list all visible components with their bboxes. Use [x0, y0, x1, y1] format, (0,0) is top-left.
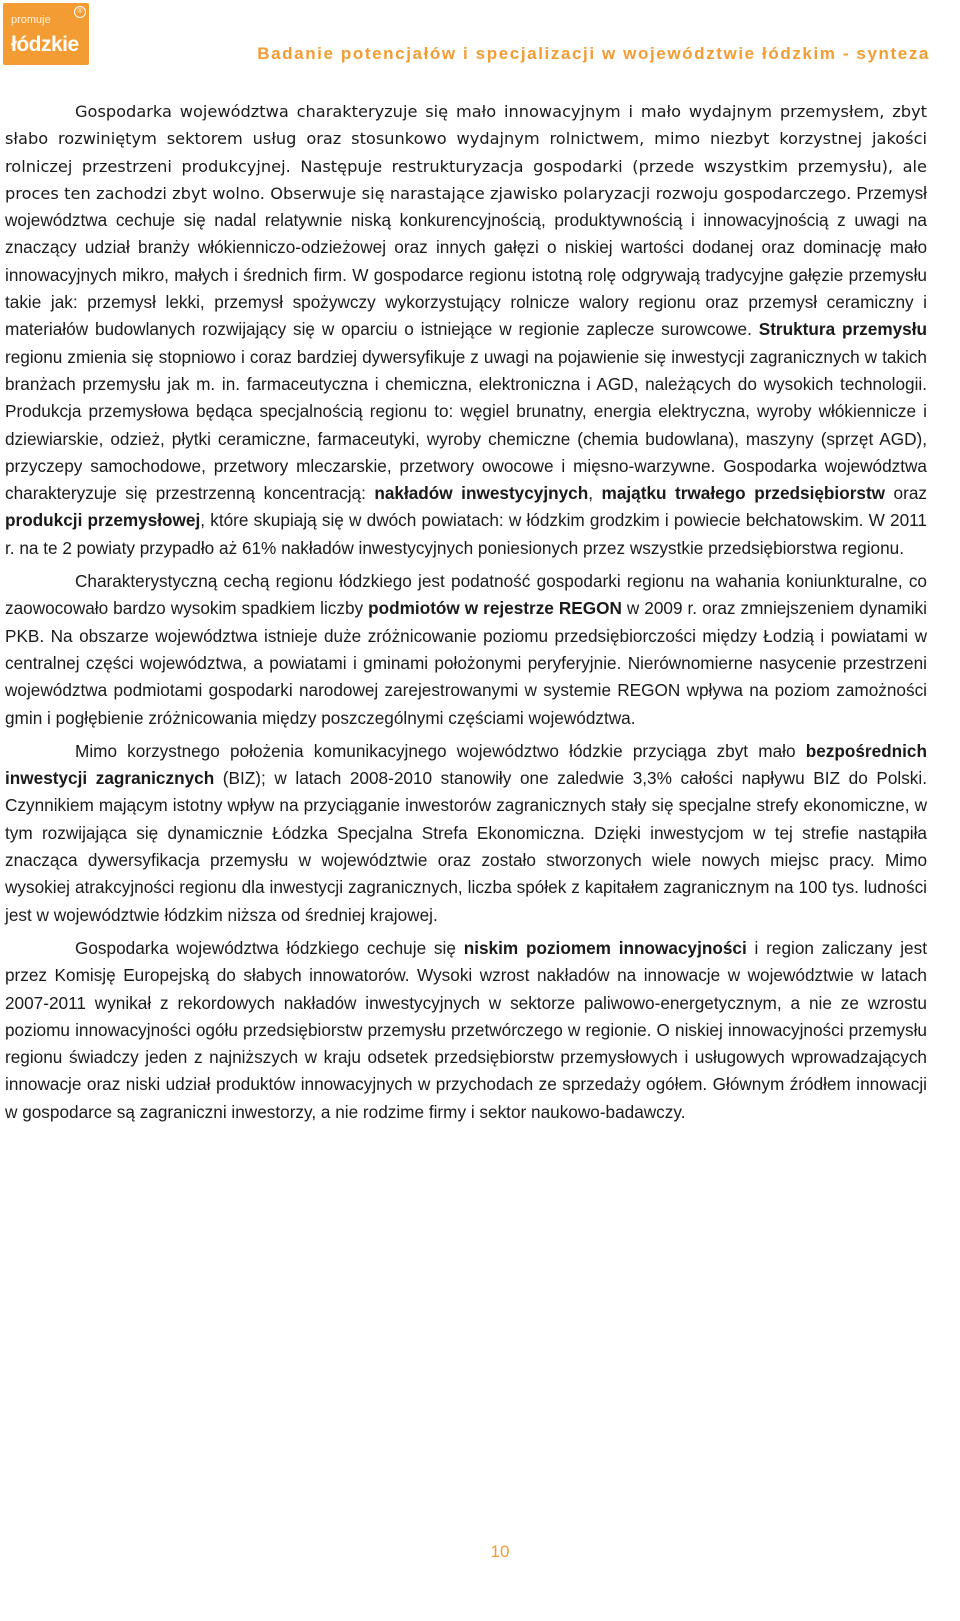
- paragraph-3: [5, 738, 927, 929]
- document-header-title: Badanie potencjałów i specjalizacji w województwie łódzkim - synteza: [257, 44, 930, 63]
- paragraph-4: [5, 935, 927, 1126]
- paragraph-3-text-2: (BIZ); w latach 2008-2010 stanowiły one zaledwie 3,3% całości napływu BIZ do Polski. Czynnikiem mającym istotny wpływ na przyciąganie inwestorów zagranicznych stały się specjalne strefy ekonomiczne, w tym rozwijająca się dynamicznie Łódzka Specjalna Strefa Ekonomiczna. Dzięki inwestycjom w tej strefie nastąpiła znacząca dywersyfikacja przemysłu w województwie oraz zostało stworzonych wiele nowych miejsc pracy. Mimo wysokiej atrakcyjności regionu dla inwestycji zagranicznych, liczba spółek z kapitałem zagranicznym na 100 tys. ludności jest w województwie łódzkim niższa od średniej krajowej.: [5, 768, 927, 925]
- paragraph-1-text-3: regionu zmienia się stopniowo i coraz bardziej dywersyfikuje z uwagi na pojawienie się inwestycji zagranicznych w takich branżach przemysłu jak m. in. farmaceutyczna i chemiczna, elektroniczna i AGD, należących do wysokich technologii. Produkcja przemysłowa będąca specjalnością regionu to: węgiel brunatny, energia elektryczna, wyroby włókiennicze i dziewiarskie, odzież, płytki ceramiczne, farmaceutyki, wyroby chemiczne (chemia budowlana), maszyny (sprzęt AGD), przyczepy samochodowe, przetwory mleczarskie, przetwory owocowe i mięsno-warzywne. Gospodarka województwa charakteryzuje się przestrzenną koncentracją:: [5, 346, 927, 504]
- paragraph-4-text-1: Gospodarka województwa łódzkiego cechuje się: [75, 937, 464, 958]
- paragraph-1: [5, 98, 927, 562]
- paragraph-2-bold-1: podmiotów w rejestrze REGON: [368, 598, 622, 619]
- paragraph-1-text-4: ,: [588, 483, 602, 504]
- paragraph-1-intro: Gospodarka województwa charakteryzuje się mało innowacyjnym i mało wydajnym przemysłem, zbyt słabo rozwiniętym sektorem usług oraz stosunkowo wydajnym rolnictwem, mimo niezbyt korzystnej jakości rolniczej przestrzeni produkcyjnej. Następuje restrukturyzacja gospodarki (przede wszystkim przemysłu), ale proces ten zachodzi zbyt wolno. Obserwuje się narastające zjawisko polaryzacji rozwoju gospodarczego.: [5, 102, 927, 203]
- paragraph-4-text-2: i region zaliczany jest przez Komisję Europejską do słabych innowatorów. Wysoki wzrost nakładów na innowacje w województwie w latach 2007-2011 wynikał z rekordowych nakładów inwestycyjnych w sektorze paliwowo-energetycznym, a nie ze wzrostu poziomu innowacyjności ogółu przedsiębiorstw przemysłu przetwórczego w regionie. O niskiej innowacyjności przemysłu regionu świadczy jeden z najniższych w kraju odsetek przedsiębiorstw przemysłowych i usługowych wprowadzających innowacje oraz niski udział produktów innowacyjnych w przychodach ze sprzedaży ogółem. Głównym źródłem innowacji w gospodarce są zagraniczni inwestorzy, a nie rodzime firmy i sektor naukowo-badawczy.: [5, 937, 927, 1122]
- paragraph-1-text-2: Przemysł województwa cechuje się nadal relatywnie niską konkurencyjnością, produktywnością i innowacyjnością z uwagi na znaczący udział branży włókienniczo-odzieżowej oraz innych gałęzi o niskiej wartości dodanej oraz dominację mało innowacyjnych mikro, małych i średnich firm. W gospodarce regionu istotną rolę odgrywają tradycyjne gałęzie przemysłu takie jak: przemysł lekki, przemysł spożywczy wykorzystujący rolnicze walory regionu oraz przemysł ceramiczny i materiałów budowlanych rozwijający się w oparciu o istniejące w regionie zaplecze surowcowe.: [5, 182, 927, 340]
- page-number: 10: [490, 1542, 510, 1561]
- paragraph-1-text-5: oraz: [885, 483, 927, 504]
- paragraph-2-text-2: w 2009 r. oraz zmniejszeniem dynamiki PKB. Na obszarze województwa istnieje duże zróżnicowanie poziomu przedsiębiorczości między Łodzią i powiatami w centralnej części województwa, a powiatami i gminami położonymi peryferyjnie. Nierównomierne nasycenie przestrzeni województwa podmiotami gospodarki narodowej zarejestrowanymi w systemie REGON wpływa na poziom zamożności gmin i pogłębienie zróżnicowania między poszczególnymi częściami województwa.: [5, 598, 927, 728]
- page-header: [0, 0, 960, 80]
- paragraph-2: [5, 568, 927, 732]
- promuje-lodzkie-logo: [3, 3, 89, 65]
- paragraph-3-bold-1: bezpośrednich inwestycji zagranicznych: [5, 740, 927, 789]
- document-body: [5, 98, 927, 1132]
- logo-big-text: łódzkie: [11, 33, 79, 56]
- paragraph-1-bold-2: nakładów inwestycyjnych: [374, 483, 589, 504]
- paragraph-1-bold-3: majątku trwałego przedsiębiorstw: [601, 483, 886, 504]
- paragraph-4-bold-1: niskim poziomem innowacyjności: [463, 937, 747, 958]
- logo-small-text: promuje: [11, 14, 51, 26]
- paragraph-3-text-1: Mimo korzystnego położenia komunikacyjnego województwo łódzkie przyciąga zbyt mało: [75, 740, 806, 761]
- registered-mark-icon: ®: [74, 6, 86, 18]
- paragraph-1-text-6: , które skupiają się w dwóch powiatach: w łódzkim grodzkim i powiecie bełchatowskim. W 2011 r. na te 2 powiaty przypadło aż 61% nakładów inwestycyjnych poniesionych przez wszystkie przedsiębiorstwa regionu.: [5, 510, 927, 558]
- paragraph-1-bold-1: Struktura przemysłu: [758, 319, 927, 340]
- paragraph-2-text-1: Charakterystyczną cechą regionu łódzkiego jest podatność gospodarki regionu na wahania koniunkturalne, co zaowocowało bardzo wysokim spadkiem liczby: [5, 571, 927, 619]
- paragraph-1-bold-4: produkcji przemysłowej: [5, 510, 201, 531]
